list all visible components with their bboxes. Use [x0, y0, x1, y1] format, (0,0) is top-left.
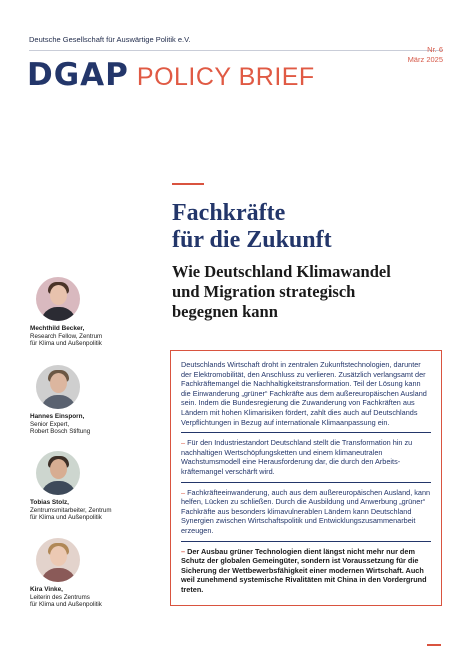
- author-photo: [36, 451, 80, 495]
- author-card: [30, 277, 150, 348]
- dgap-logo: DGAP: [27, 57, 129, 93]
- issue-date: März 2025: [407, 55, 443, 64]
- summary-bullet-3: [181, 547, 431, 595]
- author-name: Hannes Einsporn,: [30, 413, 85, 420]
- author-role: Senior Expert,: [30, 420, 70, 428]
- bullet-dash: –: [181, 438, 186, 448]
- bullet-text: Der Ausbau grüner Technologien dient längst nicht mehr nur dem Schutz der globalen Gemeingüter, sondern ist Voraussetzung für die Sicherung der Wettbewerbsfähigkeit einer modernen Wirtschaft. Auch weil zunehmend systemische Rivalitäten mit China in den Vordergrund treten.: [181, 546, 427, 594]
- summary-divider: [181, 482, 431, 483]
- author-card: [30, 538, 150, 609]
- summary-divider: [181, 432, 431, 433]
- series-name: POLICY BRIEF: [136, 63, 315, 91]
- summary-box: [170, 350, 442, 606]
- author-photo: [36, 538, 80, 582]
- issue-info: [408, 45, 443, 65]
- header-rule: [29, 50, 443, 51]
- page-title: [172, 200, 442, 254]
- author-role: Robert Bosch Stiftung: [30, 428, 91, 435]
- page-subtitle: [172, 262, 452, 322]
- issue-number: Nr. 6: [427, 45, 443, 54]
- summary-divider: [181, 541, 431, 542]
- author-role: Zentrumsmitarbeiter, Zentrum: [30, 506, 112, 514]
- author-card: [30, 365, 150, 436]
- title-line-2: für die Zukunft: [172, 227, 332, 253]
- org-name: Deutsche Gesellschaft für Auswärtige Politik e.V.: [29, 35, 191, 44]
- author-photo: [36, 365, 80, 409]
- bullet-dash: –: [181, 487, 186, 497]
- title-line-1: Fachkräfte: [172, 200, 286, 226]
- author-role: Research Fellow, Zentrum: [30, 332, 103, 340]
- summary-bullet-1: [181, 438, 431, 476]
- author-name: Tobias Stolz,: [30, 499, 69, 506]
- summary-bullet-2: [181, 488, 431, 536]
- author-name: Mechthild Becker,: [30, 325, 85, 332]
- author-card: [30, 451, 150, 522]
- subtitle-line-1: Wie Deutschland Klimawandel: [172, 262, 391, 281]
- author-role: für Klima und Außenpolitik: [30, 340, 102, 347]
- summary-lead: Deutschlands Wirtschaft droht in zentralen Zukunftstechnologien, darunter der Elektromobilität, den Anschluss zu verlieren. Zusätzlich verlangsamt der Fachkräftemangel die Nachhaltigkeitstransformation. Teil der Lösung kann die Einwanderung „grüner“ Fachkräfte aus dem außereuropäischen Ausland sein. Indem die Bundesregierung die Zuwanderung von Fachkräften aus Ländern mit hohen Klimarisiken fördert, zahlt dies auch auf Deutschlands Verpflichtungen in Bezug auf internationale Klimaanpassung ein.: [181, 360, 427, 427]
- bullet-dash: –: [181, 546, 186, 556]
- brand-masthead: [27, 57, 315, 97]
- author-role: Leiterin des Zentrums: [30, 593, 90, 601]
- author-role: für Klima und Außenpolitik: [30, 514, 102, 521]
- subtitle-line-2: und Migration strategisch: [172, 282, 356, 301]
- author-photo: [36, 277, 80, 321]
- author-name: Kira Vinke,: [30, 586, 63, 593]
- author-role: für Klima und Außenpolitik: [30, 601, 102, 608]
- subtitle-line-3: begegnen kann: [172, 302, 278, 321]
- footer-accent-line: [427, 644, 441, 646]
- bullet-text: Für den Industriestandort Deutschland stellt die Transformation hin zu nachhaltigen Wertschöpfungsketten und einem klimaneutralen Wachstumsmodell eine Herausforderung dar, die durch den Arbeitskräftemangel verschärft wird.: [181, 438, 413, 476]
- title-accent-line: [172, 183, 204, 185]
- bullet-text: Fachkräfteeinwanderung, auch aus dem außereuropäischen Ausland, kann helfen, Lücken zu schließen. Durch die Ausbildung und Anwerbung „grüner“ Fachkräfte aus besonders klimavulnerablen Ländern kann Deutschland Synergien zwischen Wirtschaftspolitik und Entwicklungszusammenarbeit erzeugen.: [181, 487, 431, 535]
